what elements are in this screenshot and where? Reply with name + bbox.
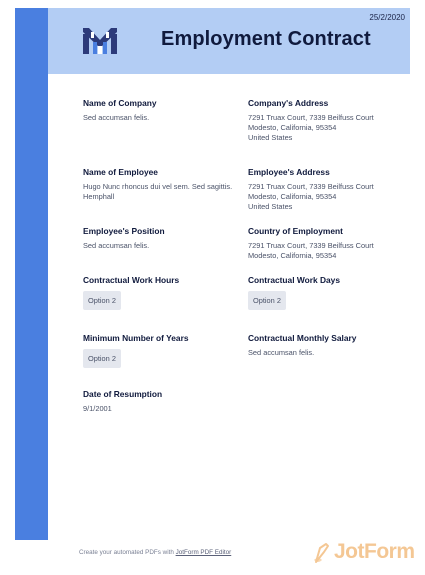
min-years-label: Minimum Number of Years xyxy=(83,333,189,343)
employee-name-label: Name of Employee xyxy=(83,167,158,177)
company-address-field xyxy=(248,98,398,143)
company-name-value: Sed accumsan felis. xyxy=(83,113,150,122)
resumption-date-value: 9/1/2001 xyxy=(83,404,112,413)
document-title: Employment Contract xyxy=(161,28,371,50)
company-address-line: 7291 Truax Court, 7339 Beilfuss Court xyxy=(248,113,374,122)
company-address-line: United States xyxy=(248,133,293,142)
m-letter-logo-icon xyxy=(83,26,117,56)
work-days-label: Contractual Work Days xyxy=(248,275,340,285)
company-name-field xyxy=(83,98,233,123)
work-hours-label: Contractual Work Hours xyxy=(83,275,180,285)
employee-name-field xyxy=(83,167,233,202)
side-accent-bar xyxy=(15,8,48,540)
document-date: 25/2/2020 xyxy=(369,13,405,22)
contract-page xyxy=(15,8,410,540)
country-of-employment-label: Country of Employment xyxy=(248,226,343,236)
employee-name-line: Hugo Nunc rhoncus dui vel sem. Sed sagittis. xyxy=(83,182,233,191)
monthly-salary-label: Contractual Monthly Salary xyxy=(248,333,357,343)
jotform-brand xyxy=(312,540,415,566)
work-days-option: Option 2 xyxy=(248,291,286,310)
min-years-field xyxy=(83,333,233,368)
monthly-salary-value: Sed accumsan felis. xyxy=(248,348,315,357)
work-hours-field xyxy=(83,275,233,310)
jotform-brand-name: JotForm xyxy=(334,540,415,563)
min-years-option: Option 2 xyxy=(83,349,121,368)
resumption-date-label: Date of Resumption xyxy=(83,389,163,399)
country-of-employment-field xyxy=(248,226,398,261)
footer-text: Create your automated PDFs with xyxy=(79,549,176,556)
employee-position-label: Employee's Position xyxy=(83,226,165,236)
document-header xyxy=(48,8,410,74)
employee-address-line: 7291 Truax Court, 7339 Beilfuss Court xyxy=(248,182,374,191)
country-of-employment-line: 7291 Truax Court, 7339 Beilfuss Court xyxy=(248,241,374,250)
resumption-date-field xyxy=(83,389,233,414)
employee-name-line: Hemphall xyxy=(83,192,115,201)
company-address-line: Modesto, California, 95354 xyxy=(248,123,337,132)
company-address-label: Company's Address xyxy=(248,98,329,108)
employee-address-line: United States xyxy=(248,202,293,211)
footer-note xyxy=(79,549,231,556)
work-hours-option: Option 2 xyxy=(83,291,121,310)
company-name-label: Name of Company xyxy=(83,98,157,108)
jotform-pdf-editor-link[interactable]: JotForm PDF Editor xyxy=(175,549,232,556)
employee-address-label: Employee's Address xyxy=(248,167,330,177)
country-of-employment-line: Modesto, California, 95354 xyxy=(248,251,337,260)
work-days-field xyxy=(248,275,398,310)
employee-position-value: Sed accumsan felis. xyxy=(83,241,150,250)
employee-address-line: Modesto, California, 95354 xyxy=(248,192,337,201)
monthly-salary-field xyxy=(248,333,398,358)
employee-position-field xyxy=(83,226,233,251)
employee-address-field xyxy=(248,167,398,212)
jotform-pencil-icon xyxy=(312,542,332,564)
